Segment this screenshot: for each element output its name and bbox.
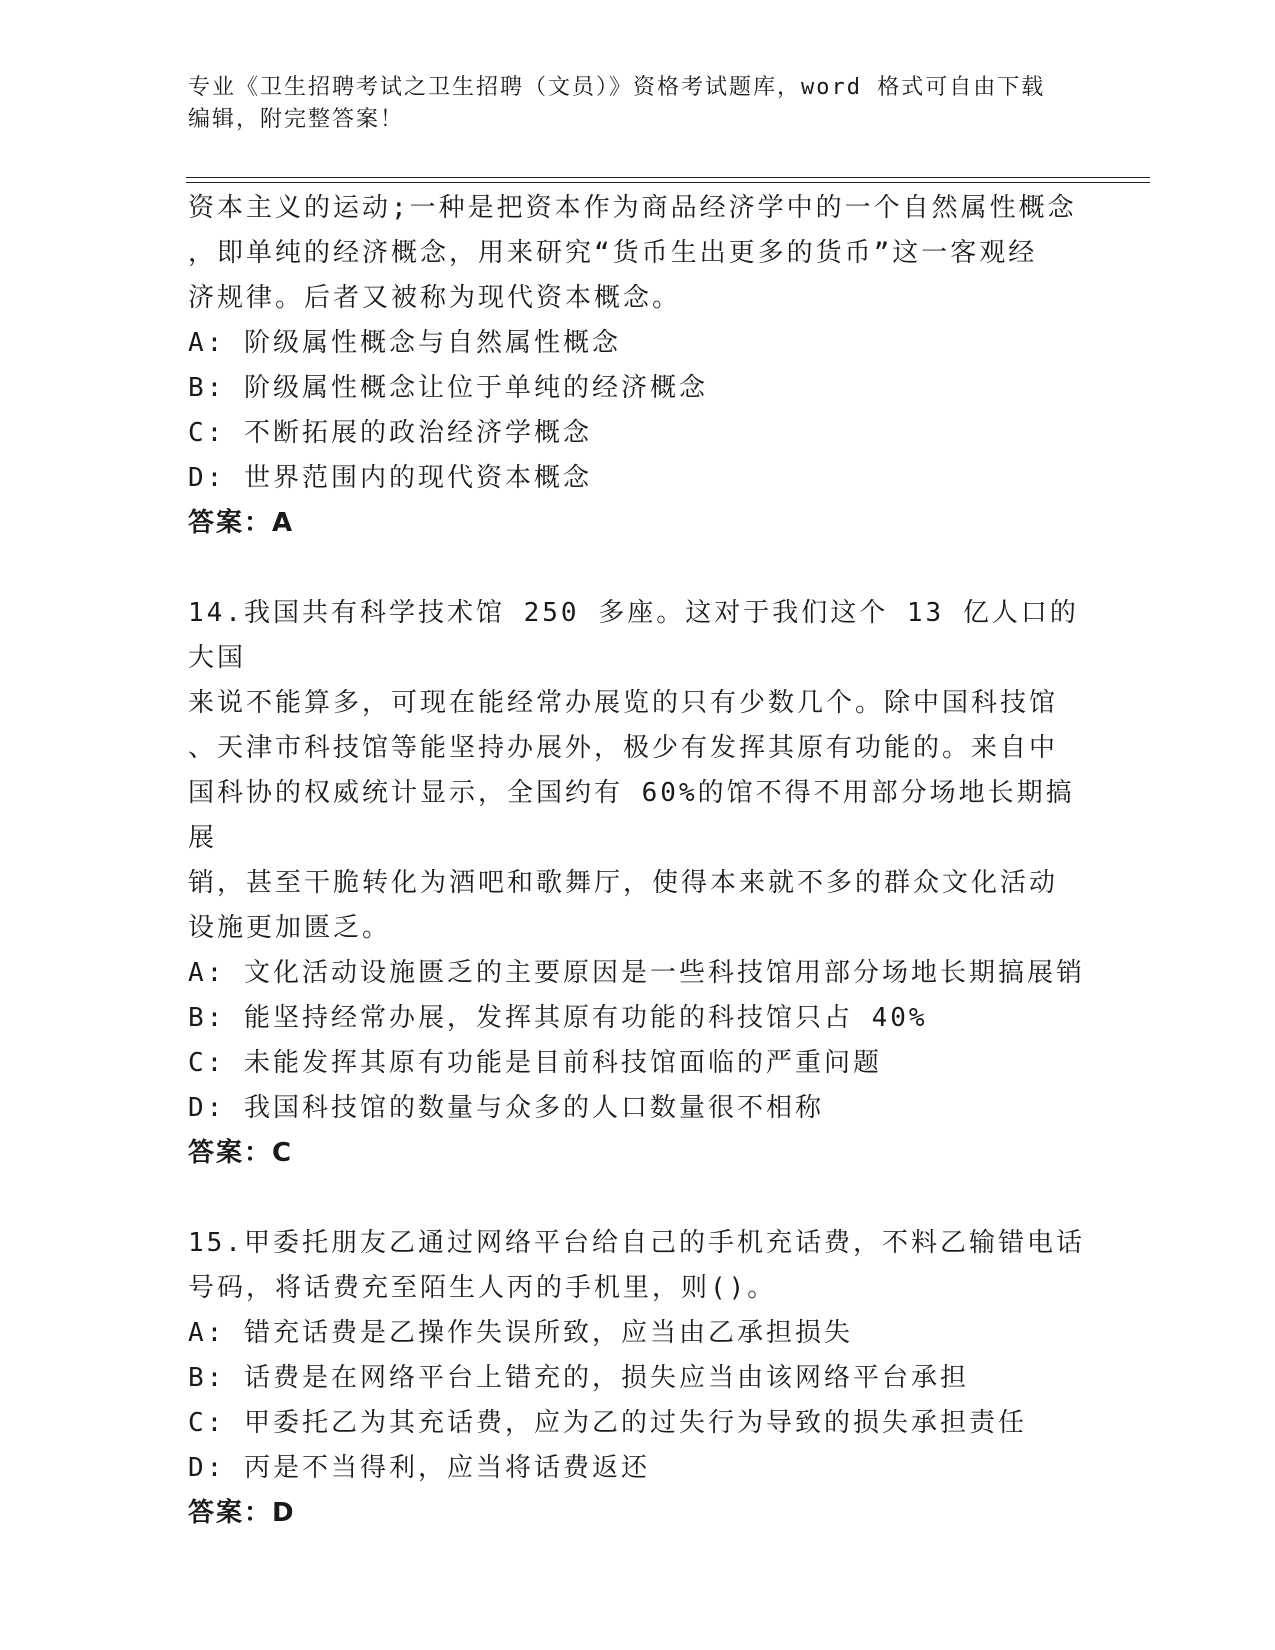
answer-line: 答案：A: [188, 508, 295, 538]
question-stem-line: 济规律。后者又被称为现代资本概念。: [188, 283, 682, 313]
question-stem-line: 、天津市科技馆等能坚持办展外，极少有发挥其原有功能的。来自中: [188, 733, 1059, 763]
option-d: D: 丙是不当得利，应当将话费返还: [188, 1453, 650, 1483]
option-c: C: 甲委托乙为其充话费，应为乙的过失行为导致的损失承担责任: [188, 1408, 1027, 1438]
option-a: A: 错充话费是乙操作失误所致，应当由乙承担损失: [188, 1318, 853, 1348]
header-divider-top: [186, 177, 1150, 178]
question-stem-line: 国科协的权威统计显示，全国约有 60%的馆不得不用部分场地长期搞展: [188, 778, 1075, 853]
question-stem-line: ，即单纯的经济概念，用来研究“货币生出更多的货币”这一客观经: [188, 238, 1038, 268]
option-a: A: 文化活动设施匮乏的主要原因是一些科技馆用部分场地长期搞展销: [188, 958, 1085, 988]
question-14: [188, 591, 1088, 1176]
answer-line: 答案：C: [188, 1138, 294, 1168]
answer-line: 答案：D: [188, 1498, 296, 1528]
question-stem-line: 来说不能算多，可现在能经常办展览的只有少数几个。除中国科技馆: [188, 688, 1059, 718]
document-body: [188, 186, 1088, 1536]
option-a: A: 阶级属性概念与自然属性概念: [188, 328, 621, 358]
question-stem-line: 资本主义的运动;一种是把资本作为商品经济学中的一个自然属性概念: [188, 193, 1077, 223]
document-header: [188, 72, 1068, 136]
question-stem-line: 15.甲委托朋友乙通过网络平台给自己的手机充话费，不料乙输错电话: [188, 1228, 1085, 1258]
question-13: [188, 186, 1088, 546]
option-d: D: 我国科技馆的数量与众多的人口数量很不相称: [188, 1093, 824, 1123]
option-b: B: 阶级属性概念让位于单纯的经济概念: [188, 373, 708, 403]
question-stem-line: 销，甚至干脆转化为酒吧和歌舞厅，使得本来就不多的群众文化活动: [188, 868, 1059, 898]
question-spacer: [188, 1176, 1088, 1221]
option-c: C: 不断拓展的政治经济学概念: [188, 418, 592, 448]
option-d: D: 世界范围内的现代资本概念: [188, 463, 592, 493]
header-divider-bottom: [186, 182, 1150, 183]
option-c: C: 未能发挥其原有功能是目前科技馆面临的严重问题: [188, 1048, 882, 1078]
question-stem-line: 14.我国共有科学技术馆 250 多座。这对于我们这个 13 亿人口的大国: [188, 598, 1079, 673]
header-title-line-1: 专业《卫生招聘考试之卫生招聘（文员）》资格考试题库，word 格式可自由下载: [188, 75, 1046, 100]
question-stem-line: 设施更加匮乏。: [188, 913, 392, 943]
question-15: [188, 1221, 1088, 1536]
question-spacer: [188, 546, 1088, 591]
header-title-line-2: 编辑，附完整答案！: [188, 107, 405, 132]
option-b: B: 能坚持经常办展，发挥其原有功能的科技馆只占 40%: [188, 1003, 928, 1033]
option-b: B: 话费是在网络平台上错充的，损失应当由该网络平台承担: [188, 1363, 969, 1393]
question-stem-line: 号码，将话费充至陌生人丙的手机里，则()。: [188, 1273, 777, 1303]
